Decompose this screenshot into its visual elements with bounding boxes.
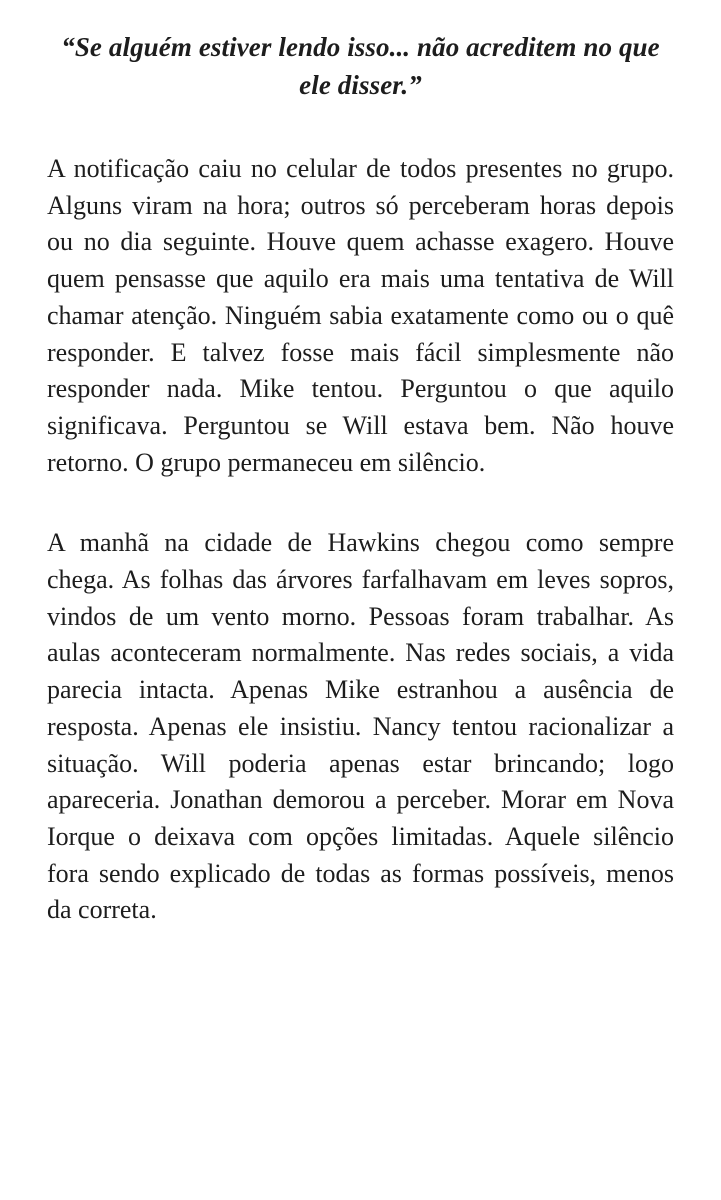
paragraph-1: A notificação caiu no celular de todos presentes no grupo. Alguns viram na hora; outros só perceberam horas depois ou no dia seguinte. Houve quem achasse exagero. Houve quem pensasse que aquilo era mais uma tentativa de Will chamar atenção. Ninguém sabia exatamente como ou o quê responder. E talvez fosse mais fácil simplesmente não responder nada. Mike tentou. Perguntou o que aquilo significava. Perguntou se Will estava bem. Não houve retorno. O grupo permaneceu em silêncio. — [47, 154, 674, 477]
paragraph-2: A manhã na cidade de Hawkins chegou como sempre chega. As folhas das árvores farfalhavam em leves sopros, vindos de um vento morno. Pessoas foram trabalhar. As aulas aconteceram normalmente. Nas redes sociais, a vida parecia intacta. Apenas Mike estranhou a ausência de resposta. Apenas ele insistiu. Nancy tentou racionalizar a situação. Will poderia apenas estar brincando; logo apareceria. Jonathan demorou a perceber. Morar em Nova Iorque o deixava com opções limitadas. Aquele silêncio fora sendo explicado de todas as formas possíveis, menos da correta. — [47, 528, 674, 925]
epigraph-quote: “Se alguém estiver lendo isso... não acreditem no que ele disser.” — [61, 32, 660, 100]
